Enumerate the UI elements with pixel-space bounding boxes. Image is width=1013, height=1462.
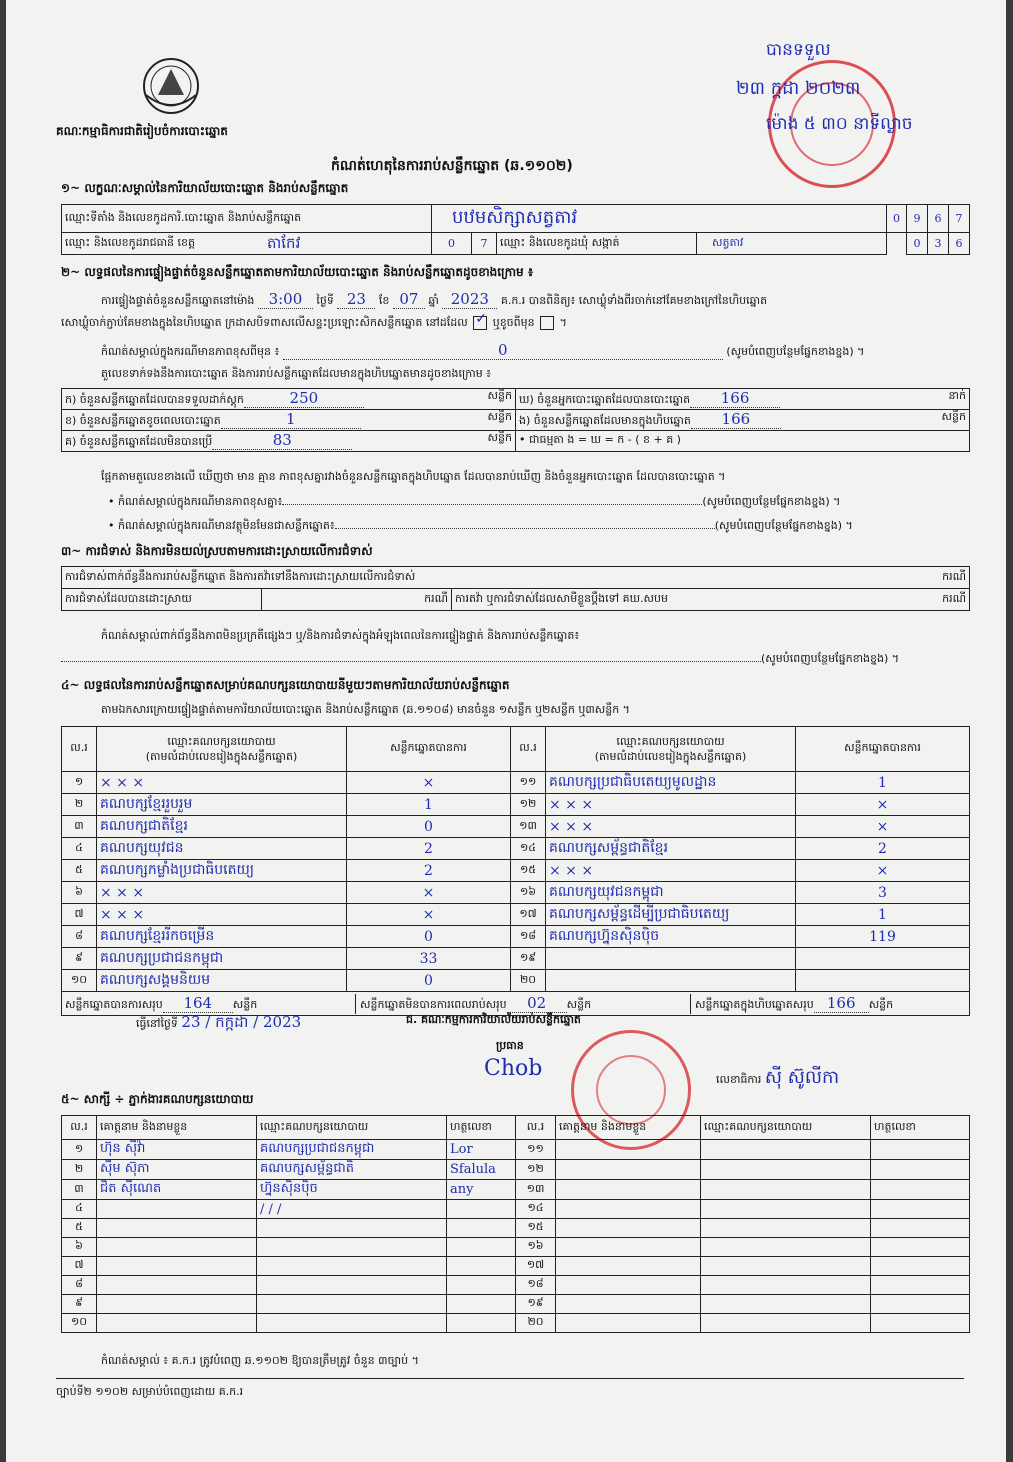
witness-name bbox=[97, 1314, 257, 1333]
party-row bbox=[62, 970, 970, 992]
witness-party bbox=[701, 1219, 871, 1238]
secretary: លេខាធិការ ស៊ី ស៊ូលីកា bbox=[716, 1067, 840, 1088]
polling-station-table bbox=[61, 204, 970, 255]
footer-note: កំណត់សម្គាល់ ៖ គ.ក.រ ត្រូវបំពេញ ឆ.១១០២ ឱ្យបានត្រឹមត្រូវ ចំនួន ៣ច្បាប់ ។ bbox=[101, 1354, 419, 1367]
party-votes: × bbox=[796, 794, 970, 816]
witness-no: ២០ bbox=[516, 1314, 556, 1333]
party-no: ៦ bbox=[62, 882, 97, 904]
party-votes: 119 bbox=[796, 926, 970, 948]
witness-party bbox=[701, 1180, 871, 1200]
foreign-object-bullet: • កំណត់សម្គាល់ក្នុងករណីមានវត្ថុមិនមែនជាសន្លឹកឆ្នោត៖ (សូមបំពេញបន្ថែមផ្នែកខាងខ្នង) ។ bbox=[108, 519, 853, 532]
count-e-value: 166 bbox=[691, 410, 781, 429]
party-row bbox=[62, 904, 970, 926]
witness-signature bbox=[447, 1219, 516, 1238]
witness-row bbox=[62, 1257, 970, 1276]
witness-no: ១៨ bbox=[516, 1276, 556, 1295]
witness-name bbox=[556, 1180, 701, 1200]
witness-row bbox=[62, 1238, 970, 1257]
count-c-label: គ) ចំនួនសន្លឹកឆ្នោតដែលមិនបានប្រើ bbox=[65, 435, 213, 448]
ballot-count-form bbox=[6, 0, 1006, 1462]
witness-party bbox=[701, 1314, 871, 1333]
party-votes: × bbox=[347, 882, 511, 904]
witness-name: ហ៊ុន ស៊ីវ៉ា bbox=[97, 1140, 257, 1160]
party-votes: 3 bbox=[796, 882, 970, 904]
witness-no: ១៩ bbox=[516, 1295, 556, 1314]
witness-party bbox=[701, 1295, 871, 1314]
party-no: ១១ bbox=[511, 772, 546, 794]
party-no: ៨ bbox=[62, 926, 97, 948]
station-name-value: បឋមសិក្សាសត្វតាវ bbox=[432, 205, 887, 233]
party-no: ៥ bbox=[62, 860, 97, 882]
party-no: ២០ bbox=[511, 970, 546, 992]
witness-table: ល.រ គោត្តនាម និងនាមខ្លួន ឈ្មោះគណបក្សនយោបាយ ហត្ថលេខា ល.រ គោត្តនាម និងនាមខ្លួន ឈ្មោះគណបក្សនយោបាយ ហត្ថលេខា ១ ហ៊ុន ស៊ីវ៉ា គណបក្សប្រជាជនកម្ពុជា Lor ១១ ២ ស៊ឹម ស៊ុភា គណបក្សសម្ព័ន្ធជាតិ Sfalula ១២ ៣ ជិត ស៊ីណេត ហ្វ៊ុនស៊ិនប៉ិច any ១៣ ៤ / / / ១៤ ៥ ១៥ ៦ ១៦ ៧ ១៧ ៨ ១៨ ៩ ១៩ ១០ ២០ bbox=[61, 1115, 970, 1333]
party-no: ១ bbox=[62, 772, 97, 794]
difference-note: កំណត់សម្គាល់ក្នុងករណីមានភាពខុសពីមុន ៖ 0 (សូមបំពេញបន្ថែមផ្នែកខាងខ្នង) ។ bbox=[101, 341, 865, 359]
count-c-value: 83 bbox=[212, 431, 352, 450]
witness-no: ១១ bbox=[516, 1140, 556, 1160]
witness-no: ១ bbox=[62, 1140, 97, 1160]
party-name: គណបក្សហ្វ៊ុនស៊ិនប៉ិច bbox=[546, 926, 796, 948]
witness-party bbox=[701, 1257, 871, 1276]
nec-emblem-icon bbox=[136, 55, 206, 117]
party-votes bbox=[796, 948, 970, 970]
objections-table: ការជំទាស់ពាក់ព័ន្ធនឹងការរាប់សន្លឹកឆ្នោត និងការតវ៉ាទៅនឹងការដោះស្រាយលើការជំទាស់ ករណី ការជំទាស់ដែលបានដោះស្រាយ ករណី ការតវ៉ា ឬការជំទាស់ដែលសាមីខ្លួនប្តឹងទៅ គឃ.សបម ករណី bbox=[61, 566, 970, 611]
total-in-box: សន្លឹកឆ្នោតក្នុងហិបឆ្នោតសរុប 166 សន្លឹក bbox=[690, 994, 965, 1014]
party-name: គណបក្សខ្មែររួបរួម bbox=[97, 794, 347, 816]
witness-party bbox=[257, 1276, 447, 1295]
party-votes: × bbox=[796, 860, 970, 882]
station-code-digit: 0 bbox=[887, 205, 907, 233]
party-row bbox=[62, 882, 970, 904]
witness-no: ១២ bbox=[516, 1160, 556, 1180]
section5-heading: ៥~ សាក្សី ÷ ភ្នាក់ងារគណបក្សនយោបាយ bbox=[61, 1092, 254, 1106]
party-no: ១៤ bbox=[511, 838, 546, 860]
party-votes: × bbox=[347, 772, 511, 794]
party-no: ៧ bbox=[62, 904, 97, 926]
party-name: × × × bbox=[97, 882, 347, 904]
witness-name bbox=[97, 1295, 257, 1314]
party-name: × × × bbox=[546, 816, 796, 838]
commune-code-digit: 0 bbox=[907, 233, 928, 255]
witness-name bbox=[97, 1276, 257, 1295]
ballot-counts-table: ក) ចំនួនសន្លឹកឆ្នោតដែលបានទទួលដាក់ស្តុក 250 សន្លឹក ឃ) ចំនួនអ្នកបោះឆ្នោតដែលបានបោះឆ្នោត 166 នាក់ ខ) ចំនួនសន្លឹកឆ្នោតខូចពេលបោះឆ្នោត 1 សន្លឹក ង) ចំនួនសន្លឹកឆ្នោតដែលមានក្នុងហិបឆ្នោត 166 សន្លឹក គ) ចំនួនសន្លឹកឆ្នោតដែលមិនបានប្រើ 83 សន្លឹក • ជាធម្មតា ង = ឃ = ក - ( ខ + គ ) bbox=[61, 388, 970, 452]
party-name: គណបក្សប្រជាជនកម្ពុជា bbox=[97, 948, 347, 970]
witness-party bbox=[701, 1160, 871, 1180]
witness-party: ហ្វ៊ុនស៊ិនប៉ិច bbox=[257, 1180, 447, 1200]
witness-signature bbox=[447, 1238, 516, 1257]
receipt-note-1: បានទទួល bbox=[766, 40, 831, 60]
commune-code-digit: 6 bbox=[949, 233, 970, 255]
irregularities-note: កំណត់សម្គាល់ពាក់ព័ន្ធនឹងភាពមិនប្រក្រតីផ្សេងៗ ឬ/និងការជំទាស់ក្នុងអំឡុងពេលនៃការផ្ទៀងផ្ទាត់ និងការរាប់សន្លឹកឆ្នោត៖ bbox=[101, 629, 580, 642]
witness-party bbox=[257, 1314, 447, 1333]
witness-no: ៩ bbox=[62, 1295, 97, 1314]
form-title: កំណត់ហេតុនៃការរាប់សន្លឹកឆ្នោត (ឆ.១១០២) bbox=[331, 158, 573, 174]
station-code-digit: 7 bbox=[949, 205, 970, 233]
party-name: × × × bbox=[97, 772, 347, 794]
footer-divider bbox=[56, 1378, 964, 1379]
count-d-value: 166 bbox=[690, 389, 780, 408]
party-votes: 0 bbox=[347, 926, 511, 948]
witness-no: ៤ bbox=[62, 1200, 97, 1219]
witness-no: ១៧ bbox=[516, 1257, 556, 1276]
count-b-value: 1 bbox=[221, 410, 361, 429]
witness-signature bbox=[871, 1140, 970, 1160]
commune-value: សត្វតាវ bbox=[697, 233, 887, 255]
witness-no: ៣ bbox=[62, 1180, 97, 1200]
witness-name bbox=[556, 1276, 701, 1295]
objection-row1: ការជំទាស់ពាក់ព័ន្ធនឹងការរាប់សន្លឹកឆ្នោត និងការតវ៉ាទៅនឹងការដោះស្រាយលើការជំទាស់ bbox=[65, 569, 416, 583]
party-votes bbox=[796, 970, 970, 992]
verification-paragraph: ការផ្ទៀងផ្ទាត់ចំនួនសន្លឹកឆ្នោតនៅម៉ោង 3:00 ថ្ងៃទី 23 ខែ 07 ឆ្នាំ 2023 គ.ក.រ បានពិនិត្យ៖ សោឃ្លុំទាំងពីរចាក់នៅគែមខាងក្រៅនៃហិបឆ្នោត bbox=[101, 290, 768, 308]
witness-name bbox=[556, 1160, 701, 1180]
total-invalid: សន្លឹកឆ្នោតមិនបានការពេលរាប់សរុប 02 សន្លឹក bbox=[355, 994, 690, 1014]
footer-copy: ច្បាប់ទី២ ១១០២ សម្រាប់បំពេញដោយ គ.ក.រ bbox=[56, 1385, 244, 1398]
formula: • ជាធម្មតា ង = ឃ = ក - ( ខ + គ ) bbox=[519, 433, 681, 446]
witness-no: ១០ bbox=[62, 1314, 97, 1333]
commune-code-digit: 3 bbox=[928, 233, 949, 255]
witness-name bbox=[556, 1238, 701, 1257]
party-name: គណបក្សយុវជន bbox=[97, 838, 347, 860]
witness-signature bbox=[871, 1200, 970, 1219]
changed-checkbox bbox=[540, 316, 554, 330]
witness-name bbox=[556, 1314, 701, 1333]
verification-year: 2023 bbox=[442, 291, 497, 309]
witness-row bbox=[62, 1276, 970, 1295]
witness-name bbox=[556, 1257, 701, 1276]
witness-row bbox=[62, 1295, 970, 1314]
witness-party bbox=[701, 1200, 871, 1219]
party-row bbox=[62, 772, 970, 794]
station-code-digit: 6 bbox=[928, 205, 949, 233]
party-name: គណបក្សសម្ព័ន្ធដើម្បីប្រជាធិបតេយ្យ bbox=[546, 904, 796, 926]
section4-intro: តាមឯកសារក្រោយផ្ទៀងផ្ទាត់តាមការិយាល័យបោះឆ្នោត និងរាប់សន្លឹកឆ្នោត (ឆ.១១០៨) មានចំនួន ១សន្លឹក ឬ២សន្លឹក ឬ៣សន្លឹក ។ bbox=[101, 703, 630, 716]
witness-party bbox=[257, 1219, 447, 1238]
party-votes: × bbox=[796, 816, 970, 838]
witness-row bbox=[62, 1160, 970, 1180]
witness-name bbox=[556, 1140, 701, 1160]
chair-label: ប្រធាន bbox=[496, 1039, 524, 1052]
witness-no: ៥ bbox=[62, 1219, 97, 1238]
witness-signature bbox=[447, 1200, 516, 1219]
party-votes: 33 bbox=[347, 948, 511, 970]
receipt-note-2: ២៣ ក្កដា ២០២៣ bbox=[736, 78, 861, 99]
party-no: ១៨ bbox=[511, 926, 546, 948]
party-no: ១៦ bbox=[511, 882, 546, 904]
party-name: គណបក្សជាតិខ្មែរ bbox=[97, 816, 347, 838]
witness-name bbox=[97, 1219, 257, 1238]
party-votes: 0 bbox=[347, 970, 511, 992]
witness-no: ១៣ bbox=[516, 1180, 556, 1200]
irregularities-line: (សូមបំពេញបន្ថែមផ្នែកខាងខ្នង) ។ bbox=[61, 653, 899, 666]
party-row bbox=[62, 838, 970, 860]
party-name: គណបក្សសម្ព័ន្ធជាតិខ្មែរ bbox=[546, 838, 796, 860]
party-name: គណបក្សយុវជនកម្ពុជា bbox=[546, 882, 796, 904]
verification-day: 23 bbox=[337, 291, 375, 309]
section2-heading: ២~ លទ្ធផលនៃការផ្ទៀងផ្ទាត់ចំនួនសន្លឹកឆ្នោតតាមការិយាល័យបោះឆ្នោត និងរាប់សន្លឹកឆ្នោតដូចខាងក្រោម ៖ bbox=[61, 265, 534, 279]
count-a-label: ក) ចំនួនសន្លឹកឆ្នោតដែលបានទទួលដាក់ស្តុក bbox=[65, 393, 244, 406]
objection-appeal-label: ការតវ៉ា ឬការជំទាស់ដែលសាមីខ្លួនប្តឹងទៅ គឃ.សបម bbox=[455, 591, 668, 605]
witness-row bbox=[62, 1314, 970, 1333]
committee-signature-label: ជ. គណៈកម្មការការិយាល័យរាប់សន្លឹកឆ្នោត bbox=[406, 1013, 581, 1026]
difference-bullet: • កំណត់សម្គាល់ក្នុងករណីមានភាពខុសគ្នា៖ (សូមបំពេញបន្ថែមផ្នែកខាងខ្នង) ។ bbox=[108, 495, 841, 508]
witness-name bbox=[556, 1295, 701, 1314]
party-name: × × × bbox=[97, 904, 347, 926]
witness-signature: any bbox=[447, 1180, 516, 1200]
unchanged-checkbox: ✓ bbox=[473, 316, 487, 330]
party-votes: × bbox=[347, 904, 511, 926]
witness-signature bbox=[871, 1257, 970, 1276]
party-results-table: ល.រ ឈ្មោះគណបក្សនយោបាយ (តាមលំដាប់លេខរៀងក្នុងសន្លឹកឆ្នោត) សន្លឹកឆ្នោតបានការ ល.រ ឈ្មោះគណបក្សនយោបាយ (តាមលំដាប់លេខរៀងក្នុងសន្លឹកឆ្នោត) សន្លឹកឆ្នោតបានការ ១ × × × × ១១ គណបក្សប្រជាធិបតេយ្យមូលដ្ឋាន 1 ២ គណបក្សខ្មែររួបរួម 1 ១២ × × × × ៣ គណបក្សជាតិខ្មែរ 0 ១៣ × × × × ៤ គណបក្សយុវជន 2 ១៤ គណបក្សសម្ព័ន្ធជាតិខ្មែរ 2 ៥ គណបក្សកម្លាំងប្រជាធិបតេយ្យ 2 ១៥ × × × × ៦ × × × × ១៦ គណបក្សយុវជនកម្ពុជា 3 ៧ × × × × ១៧ គណបក្សសម្ព័ន្ធដើម្បីប្រជាធិបតេយ្យ 1 ៨ គណបក្សខ្មែររីកចម្រើន 0 ១៨ គណបក្សហ្វ៊ុនស៊ិនប៉ិច 119 ៩ គណបក្សប្រជាជនកម្ពុជា 33 ១៩ ១០ គណបក្សសង្គមនិយម 0 ២០ សន្លឹកឆ្នោតបានការសរុប 164 សន្លឹក សន្លឹកឆ្នោតមិនបានការពេលរាប់សរុប 02 សន្លឹក សន្លឹកឆ្នោតក្នុងហិបឆ្នោតសរុប 166 សន្លឹក bbox=[61, 726, 970, 1016]
witness-signature bbox=[871, 1295, 970, 1314]
witness-signature bbox=[871, 1219, 970, 1238]
province-code-digit: 0 bbox=[432, 233, 472, 255]
witness-signature bbox=[871, 1238, 970, 1257]
witness-signature bbox=[447, 1257, 516, 1276]
party-row bbox=[62, 948, 970, 970]
party-votes: 1 bbox=[796, 772, 970, 794]
witness-no: ២ bbox=[62, 1160, 97, 1180]
party-name: គណបក្សកម្លាំងប្រជាធិបតេយ្យ bbox=[97, 860, 347, 882]
party-name: × × × bbox=[546, 860, 796, 882]
section3-heading: ៣~ ការជំទាស់ និងការមិនយល់ស្របតាមការដោះស្រាយលើការជំទាស់ bbox=[61, 544, 373, 558]
party-votes: 1 bbox=[796, 904, 970, 926]
party-row bbox=[62, 816, 970, 838]
party-no: ៤ bbox=[62, 838, 97, 860]
witness-signature: Lor bbox=[447, 1140, 516, 1160]
count-d-label: ឃ) ចំនួនអ្នកបោះឆ្នោតដែលបានបោះឆ្នោត bbox=[519, 393, 691, 406]
witness-name bbox=[97, 1257, 257, 1276]
witness-name: ជិត ស៊ីណេត bbox=[97, 1180, 257, 1200]
witness-row bbox=[62, 1219, 970, 1238]
objection-resolved-label: ការជំទាស់ដែលបានដោះស្រាយ bbox=[62, 589, 262, 611]
witness-no: ១៦ bbox=[516, 1238, 556, 1257]
witness-signature bbox=[447, 1314, 516, 1333]
station-name-label: ឈ្មោះទីតាំង និងលេខកូដការិ.បោះឆ្នោត និងរាប់សន្លឹកឆ្នោត bbox=[62, 205, 432, 233]
party-no: ៩ bbox=[62, 948, 97, 970]
witness-no: ១៤ bbox=[516, 1200, 556, 1219]
commune-label: ឈ្មោះ និងលេខកូដឃុំ សង្កាត់ bbox=[497, 233, 697, 255]
witness-signature bbox=[871, 1160, 970, 1180]
witness-name bbox=[97, 1200, 257, 1219]
witness-party bbox=[257, 1257, 447, 1276]
made-on: ធ្វើនៅថ្ងៃទី 23 / កក្កដា / 2023 bbox=[136, 1013, 302, 1031]
party-name bbox=[546, 948, 796, 970]
party-name: គណបក្សប្រជាធិបតេយ្យមូលដ្ឋាន bbox=[546, 772, 796, 794]
count-b-label: ខ) ចំនួនសន្លឹកឆ្នោតខូចពេលបោះឆ្នោត bbox=[65, 414, 221, 427]
witness-name bbox=[556, 1219, 701, 1238]
party-no: ១៥ bbox=[511, 860, 546, 882]
witness-no: ៦ bbox=[62, 1238, 97, 1257]
party-no: ២ bbox=[62, 794, 97, 816]
witness-signature bbox=[871, 1314, 970, 1333]
province-code-digit: 7 bbox=[472, 233, 497, 255]
witness-signature bbox=[447, 1295, 516, 1314]
station-code-digit: 9 bbox=[907, 205, 928, 233]
witness-row bbox=[62, 1140, 970, 1160]
party-name: គណបក្សសង្គមនិយម bbox=[97, 970, 347, 992]
witness-row bbox=[62, 1180, 970, 1200]
verification-time: 3:00 bbox=[258, 291, 313, 309]
witness-name: ស៊ឹម ស៊ុភា bbox=[97, 1160, 257, 1180]
party-no: ៣ bbox=[62, 816, 97, 838]
witness-party bbox=[701, 1238, 871, 1257]
witness-no: ១៥ bbox=[516, 1219, 556, 1238]
chair-signature: Chob bbox=[484, 1056, 543, 1081]
party-row bbox=[62, 926, 970, 948]
witness-party bbox=[257, 1295, 447, 1314]
count-a-value: 250 bbox=[244, 389, 364, 408]
witness-name bbox=[556, 1200, 701, 1219]
total-valid: សន្លឹកឆ្នោតបានការសរុប 164 សន្លឹក bbox=[65, 993, 258, 1012]
witness-no: ៧ bbox=[62, 1257, 97, 1276]
section1-heading: ១~ លក្ខណៈសម្គាល់នៃការិយាល័យបោះឆ្នោត និងរាប់សន្លឹកឆ្នោត bbox=[61, 181, 349, 195]
witness-signature bbox=[871, 1276, 970, 1295]
witness-party bbox=[701, 1140, 871, 1160]
count-e-label: ង) ចំនួនសន្លឹកឆ្នោតដែលមានក្នុងហិបឆ្នោត bbox=[519, 414, 691, 427]
party-row bbox=[62, 794, 970, 816]
party-votes: 2 bbox=[347, 860, 511, 882]
witness-party bbox=[701, 1276, 871, 1295]
witness-party: / / / bbox=[257, 1200, 447, 1219]
difference-paragraph: ផ្អែកតាមតួលេខខាងលើ ឃើញថា មាន គ្មាន ភាពខុសគ្នារវាងចំនួនសន្លឹកឆ្នោតក្នុងហិបឆ្នោត ដែលបានរាប់ឃើញ និងចំនួនអ្នកបោះឆ្នោត ដែលបានបោះឆ្នោត ។ bbox=[101, 470, 726, 483]
party-no: ១៩ bbox=[511, 948, 546, 970]
party-votes: 0 bbox=[347, 816, 511, 838]
witness-no: ៨ bbox=[62, 1276, 97, 1295]
party-no: ១៣ bbox=[511, 816, 546, 838]
party-votes: 1 bbox=[347, 794, 511, 816]
party-no: ១០ bbox=[62, 970, 97, 992]
party-votes: 2 bbox=[796, 838, 970, 860]
committee-name: គណៈកម្មាធិការជាតិរៀបចំការបោះឆ្នោត bbox=[56, 124, 228, 138]
verification-month: 07 bbox=[393, 291, 425, 309]
party-name: × × × bbox=[546, 794, 796, 816]
witness-party: គណបក្សប្រជាជនកម្ពុជា bbox=[257, 1140, 447, 1160]
party-no: ១២ bbox=[511, 794, 546, 816]
witness-name bbox=[97, 1238, 257, 1257]
province-value: តាកែវ bbox=[267, 234, 301, 252]
counts-intro: តួលេខទាក់ទងនឹងការបោះឆ្នោត និងការរាប់សន្លឹកឆ្នោតដែលមានក្នុងហិបឆ្នោតមានដូចខាងក្រោម ៖ bbox=[101, 367, 492, 380]
seal-paragraph: សោឃ្លុំចាក់ភ្ជាប់គែមខាងក្នុងនៃហិបឆ្នោត ក្រដាសបិទពាសលើសន្ទះប្រឡោះសិកសន្លឹកឆ្នោត នៅដដែល ✓ ឬខូចពីមុន ។ bbox=[61, 311, 567, 329]
witness-party bbox=[257, 1238, 447, 1257]
party-name: គណបក្សខ្មែររីកចម្រើន bbox=[97, 926, 347, 948]
party-no: ១៧ bbox=[511, 904, 546, 926]
section4-heading: ៤~ លទ្ធផលនៃការរាប់សន្លឹកឆ្នោតសម្រាប់គណបក្សនយោបាយនីមួយៗតាមការិយាល័យរាប់សន្លឹកឆ្នោត bbox=[61, 678, 510, 692]
witness-party: គណបក្សសម្ព័ន្ធជាតិ bbox=[257, 1160, 447, 1180]
witness-signature bbox=[447, 1276, 516, 1295]
receipt-note-3: ម៉ោង ៥ ៣០ នាទីល្ងាច bbox=[766, 114, 913, 134]
party-votes: 2 bbox=[347, 838, 511, 860]
witness-signature bbox=[871, 1180, 970, 1200]
party-row bbox=[62, 860, 970, 882]
party-name bbox=[546, 970, 796, 992]
witness-row bbox=[62, 1200, 970, 1219]
witness-signature: Sfalula bbox=[447, 1160, 516, 1180]
province-label: ឈ្មោះ និងលេខកូដរាជធានី ខេត្ត bbox=[65, 235, 195, 249]
